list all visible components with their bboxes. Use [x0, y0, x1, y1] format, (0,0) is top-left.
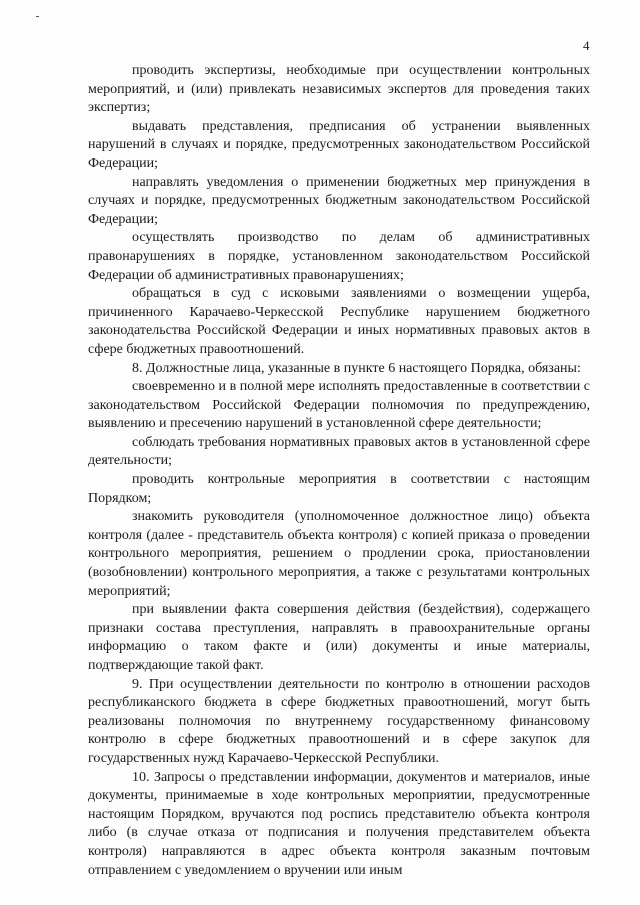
page-number: 4	[583, 38, 590, 53]
paragraph-item-9: 9. При осуществлении деятельности по контролю в отношении расходов республиканского бюджета в сфере бюджетных правоотношений, могут быть реализованы полномочия по внутреннему государственному финансовому контролю в сфере бюджетных правоотношений и в сфере закупок для государственных нужд Карачаево-Черкесской Республики.	[88, 676, 590, 766]
paragraph-item-8: 8. Должностные лица, указанные в пункте 6 настоящего Порядка, обязаны:	[132, 360, 581, 376]
paragraph-item-10: 10. Запросы о представлении информации, документов и материалов, иные документы, принимаемые в ходе контрольных мероприятии, предусмотренные настоящим Порядком, вручаются под роспись представителю объекта контроля либо (в случае отказа от подписания и получения представителем объекта контроля) направляются в адрес объекта контроля заказным почтовым отправлением с уведомлением о вручении или иным	[88, 769, 590, 878]
paragraph-budget-measures: направлять уведомления о применении бюджетных мер принуждения в случаях и порядке, предусмотренных бюджетным законодательством Российской Федерации;	[88, 174, 590, 227]
paragraph-administrative-cases: осуществлять производство по делам об административных правонарушениях в порядке, установленном законодательством Российской Федерации об административных правонарушениях;	[88, 230, 590, 283]
paragraph-duties-control-events: проводить контрольные мероприятия в соответствии с настоящим Порядком;	[88, 472, 590, 506]
paragraph-duties-acquaint: знакомить руководителя (уполномоченное должностное лицо) объекта контроля (далее - представитель объекта контроля) с копией приказа о проведении контрольного мероприятия, решением о продлении срока, приостановлении (возобновлении) контрольного мероприятия, а также с результатами контрольных мероприятий;	[88, 509, 590, 599]
paragraph-duties-powers: своевременно и в полной мере исполнять предоставленные в соответствии с законодательством Российской Федерации полномочия по предупреждению, выявлению и пресечению нарушений в установленной сфере деятельности;	[88, 379, 590, 432]
paragraph-expertise: проводить экспертизы, необходимые при осуществлении контрольных мероприятий, и (или) привлекать независимых экспертов для проведения таких экспертиз;	[88, 63, 590, 116]
paragraph-duties-requirements: соблюдать требования нормативных правовых актов в установленной сфере деятельности;	[88, 434, 590, 469]
paragraph-court-claims: обращаться в суд с исковыми заявлениями о возмещении ущерба, причиненного Карачаево-Черкесской Республике нарушением бюджетного законодательства Российской Федерации и иных нормативных правовых актов в сфере бюджетных правоотношений.	[88, 286, 590, 357]
paragraph-duties-crime-report: при выявлении факта совершения действия (бездействия), содержащего признаки состава преступления, направлять в правоохранительные органы информацию о таком факте и (или) документы и иные материалы, подтверждающие такой факт.	[88, 602, 590, 673]
scan-artifact-mark	[36, 16, 39, 17]
paragraph-representations: выдавать представления, предписания об устранении выявленных нарушений в случаях и порядке, предусмотренных законодательством Российской Федерации;	[88, 118, 590, 171]
document-body	[88, 62, 590, 880]
